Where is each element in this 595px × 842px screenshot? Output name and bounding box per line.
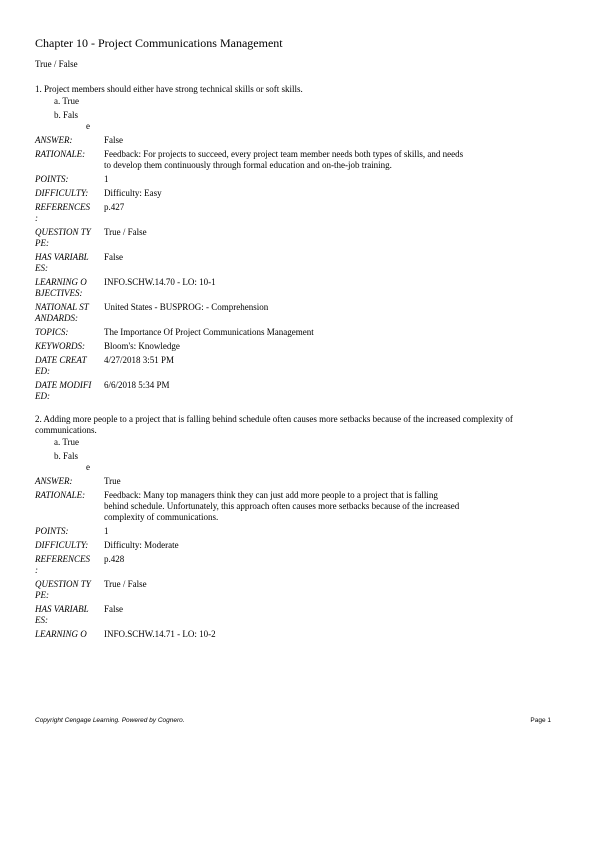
field-answer: ANSWER: False	[35, 135, 123, 145]
choice-false: b. Fals e	[54, 451, 90, 472]
field-learning-objectives: LEARNING O BJECTIVES: INFO.SCHW.14.70 - LO: 10-1	[35, 277, 216, 298]
field-has-variables: HAS VARIABL ES: False	[35, 604, 123, 625]
field-references: REFERENCES : p.428	[35, 554, 125, 575]
field-keywords: KEYWORDS: Bloom's: Knowledge	[35, 341, 180, 351]
field-national-standards: NATIONAL ST ANDARDS: United States - BUSPROG: - Comprehension	[35, 302, 269, 323]
field-date-created: DATE CREAT ED: 4/27/2018 3:51 PM	[35, 355, 175, 376]
copyright-text: Copyright Cengage Learning. Powered by Cognero.	[35, 717, 185, 724]
field-rationale: RATIONALE: Feedback: For projects to succeed, every project team member needs both types of skills, and needs to develop them continuously through formal education and on-the-job training.	[35, 149, 464, 170]
field-rationale: RATIONALE: Feedback: Many top managers think they can just add more people to a project that is falling behind schedule. Unfortunately, this approach often causes more setbacks because of the increased complexity of communications.	[35, 490, 460, 522]
field-points: POINTS: 1	[35, 174, 109, 184]
field-answer: ANSWER: True	[35, 476, 121, 486]
section-title: True / False	[35, 59, 78, 69]
page-number: Page 1	[530, 717, 551, 724]
field-question-type: QUESTION TY PE: True / False	[35, 579, 147, 600]
choice-true: a. True	[54, 96, 80, 106]
question-block-2	[35, 414, 560, 640]
field-difficulty: DIFFICULTY: Difficulty: Moderate	[35, 540, 179, 550]
field-difficulty: DIFFICULTY: Difficulty: Easy	[35, 188, 162, 198]
question-block-1	[35, 84, 560, 402]
field-date-modified: DATE MODIFI ED: 6/6/2018 5:34 PM	[35, 380, 170, 401]
page-footer	[35, 717, 551, 724]
field-learning-objectives: LEARNING O INFO.SCHW.14.71 - LO: 10-2	[35, 629, 216, 639]
field-question-type: QUESTION TY PE: True / False	[35, 227, 147, 248]
question-text: 1. Project members should either have strong technical skills or soft skills.	[35, 84, 303, 94]
field-has-variables: HAS VARIABL ES: False	[35, 252, 123, 273]
chapter-title: Chapter 10 - Project Communications Management	[35, 36, 283, 50]
field-points: POINTS: 1	[35, 526, 109, 536]
field-references: REFERENCES : p.427	[35, 202, 125, 223]
question-text: 2. Adding more people to a project that is falling behind schedule often causes more setbacks because of the increased complexity of communications.	[35, 414, 513, 435]
choice-true: a. True	[54, 437, 80, 447]
document-page	[35, 30, 560, 640]
field-topics: TOPICS: The Importance Of Project Communications Management	[35, 327, 314, 337]
choice-false: b. Fals e	[54, 110, 90, 131]
